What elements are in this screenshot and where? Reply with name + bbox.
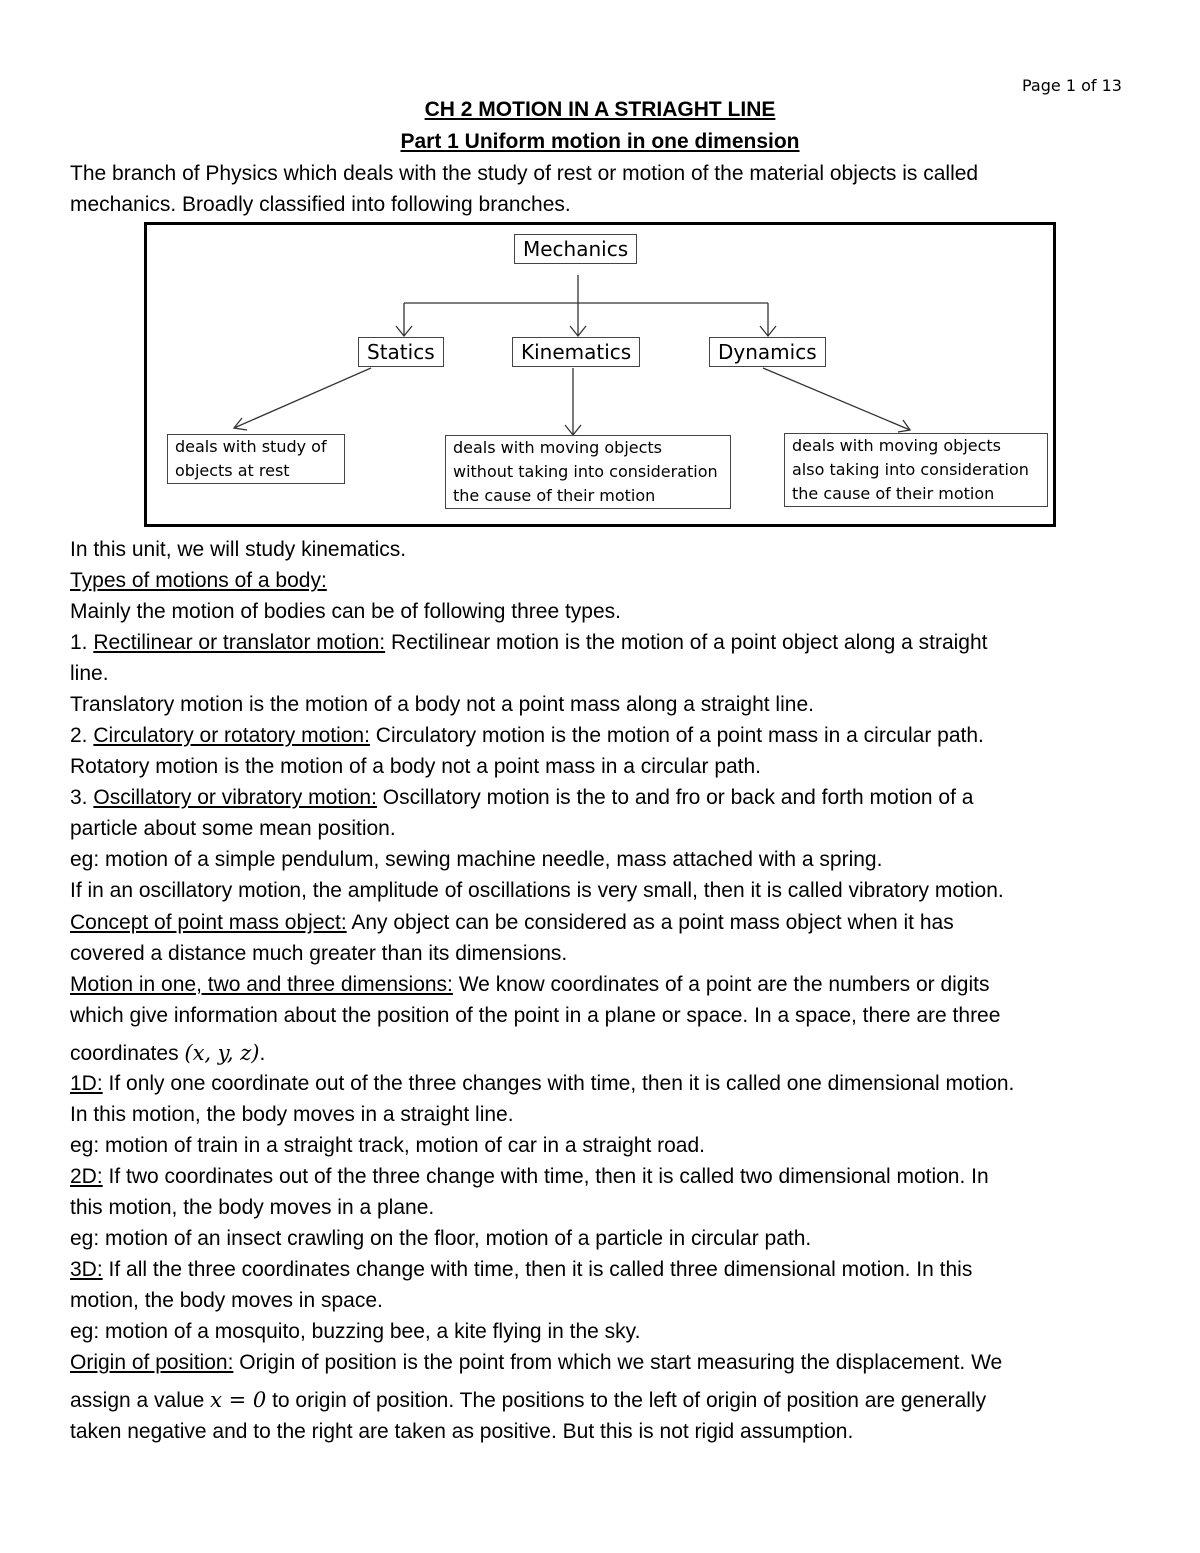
assign-math: x = 0	[210, 1388, 267, 1412]
statics-desc-line: deals with study of	[175, 437, 327, 456]
assign-line	[70, 1386, 986, 1415]
body-line: taken negative and to the right are taken as positive. But this is not rigid assumption.	[70, 1420, 854, 1443]
coordinates-end: .	[259, 1042, 266, 1065]
item-number: 1.	[70, 631, 94, 654]
chapter-title: CH 2 MOTION IN A STRIAGHT LINE	[424, 98, 776, 121]
one-d-text: If only one coordinate out of the three changes with time, then it is called one dimensional motion.	[102, 1072, 1015, 1095]
origin-text: Origin of position is the point from which we start measuring the displacement. We	[233, 1351, 1003, 1374]
rectilinear-heading: Rectilinear or translator motion:	[93, 631, 386, 654]
statics-description	[167, 434, 345, 484]
circulatory-text: Circulatory motion is the motion of a point mass in a circular path.	[369, 724, 984, 747]
coordinates-line	[70, 1039, 265, 1068]
rectilinear-text: Rectilinear motion is the motion of a point object along a straight	[385, 631, 988, 654]
intro-line-1: The branch of Physics which deals with the study of rest or motion of the material objects is called	[70, 162, 979, 185]
kinematics-box: Kinematics	[512, 337, 640, 367]
point-mass-line	[70, 909, 954, 937]
statics-box: Statics	[358, 337, 444, 367]
body-line: eg: motion of train in a straight track, motion of car in a straight road.	[70, 1134, 705, 1157]
origin-heading: Origin of position:	[70, 1351, 234, 1374]
point-mass-heading: Concept of point mass object:	[70, 911, 347, 934]
mechanics-box: Mechanics	[514, 234, 637, 264]
kinematics-desc-line: the cause of their motion	[453, 486, 656, 505]
three-d-heading: 3D:	[70, 1258, 103, 1281]
circulatory-heading: Circulatory or rotatory motion:	[93, 724, 370, 747]
body-line: eg: motion of a mosquito, buzzing bee, a kite flying in the sky.	[70, 1320, 641, 1343]
coordinates-text: coordinates	[70, 1042, 185, 1065]
dimensions-line	[70, 971, 989, 999]
dynamics-desc-line: the cause of their motion	[792, 484, 995, 503]
kinematics-desc-line: deals with moving objects	[453, 438, 663, 457]
dynamics-box: Dynamics	[709, 337, 826, 367]
intro-line-2: mechanics. Broadly classified into following branches.	[70, 193, 571, 216]
kinematics-description	[445, 435, 731, 509]
assign-end: to origin of position. The positions to the left of origin of position are generally	[266, 1389, 987, 1412]
dynamics-desc-line: deals with moving objects	[792, 436, 1002, 455]
three-d-line	[70, 1256, 972, 1284]
assign-text: assign a value	[70, 1389, 211, 1412]
three-d-text: If all the three coordinates change with time, then it is called three dimensional motion. In this	[102, 1258, 973, 1281]
body-line: eg: motion of a simple pendulum, sewing machine needle, mass attached with a spring.	[70, 848, 883, 871]
body-line: In this unit, we will study kinematics.	[70, 538, 407, 561]
origin-line	[70, 1349, 1002, 1377]
statics-desc-line: objects at rest	[175, 461, 290, 480]
page-number: Page 1 of 13	[1022, 76, 1122, 95]
body-line: particle about some mean position.	[70, 817, 396, 840]
body-line: Mainly the motion of bodies can be of following three types.	[70, 600, 621, 623]
body-line: line.	[70, 662, 109, 685]
body-line: covered a distance much greater than its dimensions.	[70, 942, 568, 965]
body-line: Rotatory motion is the motion of a body not a point mass in a circular path.	[70, 755, 762, 778]
body-line: this motion, the body moves in a plane.	[70, 1196, 435, 1219]
two-d-text: If two coordinates out of the three change with time, then it is called two dimensional motion. In	[102, 1165, 989, 1188]
body-line: In this motion, the body moves in a straight line.	[70, 1103, 514, 1126]
oscillatory-line	[70, 784, 973, 812]
dynamics-desc-line: also taking into consideration	[792, 460, 1029, 479]
mechanics-branches-diagram	[144, 222, 1056, 527]
one-d-line	[70, 1070, 1014, 1098]
body-line: motion, the body moves in space.	[70, 1289, 383, 1312]
coordinates-math: (x, y, z)	[184, 1041, 260, 1065]
oscillatory-heading: Oscillatory or vibratory motion:	[93, 786, 377, 809]
body-line: Translatory motion is the motion of a body not a point mass along a straight line.	[70, 693, 814, 716]
one-d-heading: 1D:	[70, 1072, 103, 1095]
two-d-heading: 2D:	[70, 1165, 103, 1188]
dynamics-description	[784, 433, 1048, 507]
item-number: 3.	[70, 786, 94, 809]
part-title: Part 1 Uniform motion in one dimension	[400, 130, 800, 153]
circulatory-line	[70, 722, 984, 750]
two-d-line	[70, 1163, 989, 1191]
dimensions-heading: Motion in one, two and three dimensions:	[70, 973, 453, 996]
dimensions-text: We know coordinates of a point are the numbers or digits	[452, 973, 990, 996]
rectilinear-line	[70, 629, 988, 657]
oscillatory-text: Oscillatory motion is the to and fro or back and forth motion of a	[376, 786, 974, 809]
kinematics-desc-line: without taking into consideration	[453, 462, 718, 481]
body-line: If in an oscillatory motion, the amplitude of oscillations is very small, then it is called vibratory motion.	[70, 879, 1004, 902]
item-number: 2.	[70, 724, 94, 747]
point-mass-text: Any object can be considered as a point mass object when it has	[346, 911, 954, 934]
body-line: which give information about the position of the point in a plane or space. In a space, there are three	[70, 1004, 1001, 1027]
body-line: eg: motion of an insect crawling on the floor, motion of a particle in circular path.	[70, 1227, 812, 1250]
types-heading: Types of motions of a body:	[70, 569, 327, 592]
